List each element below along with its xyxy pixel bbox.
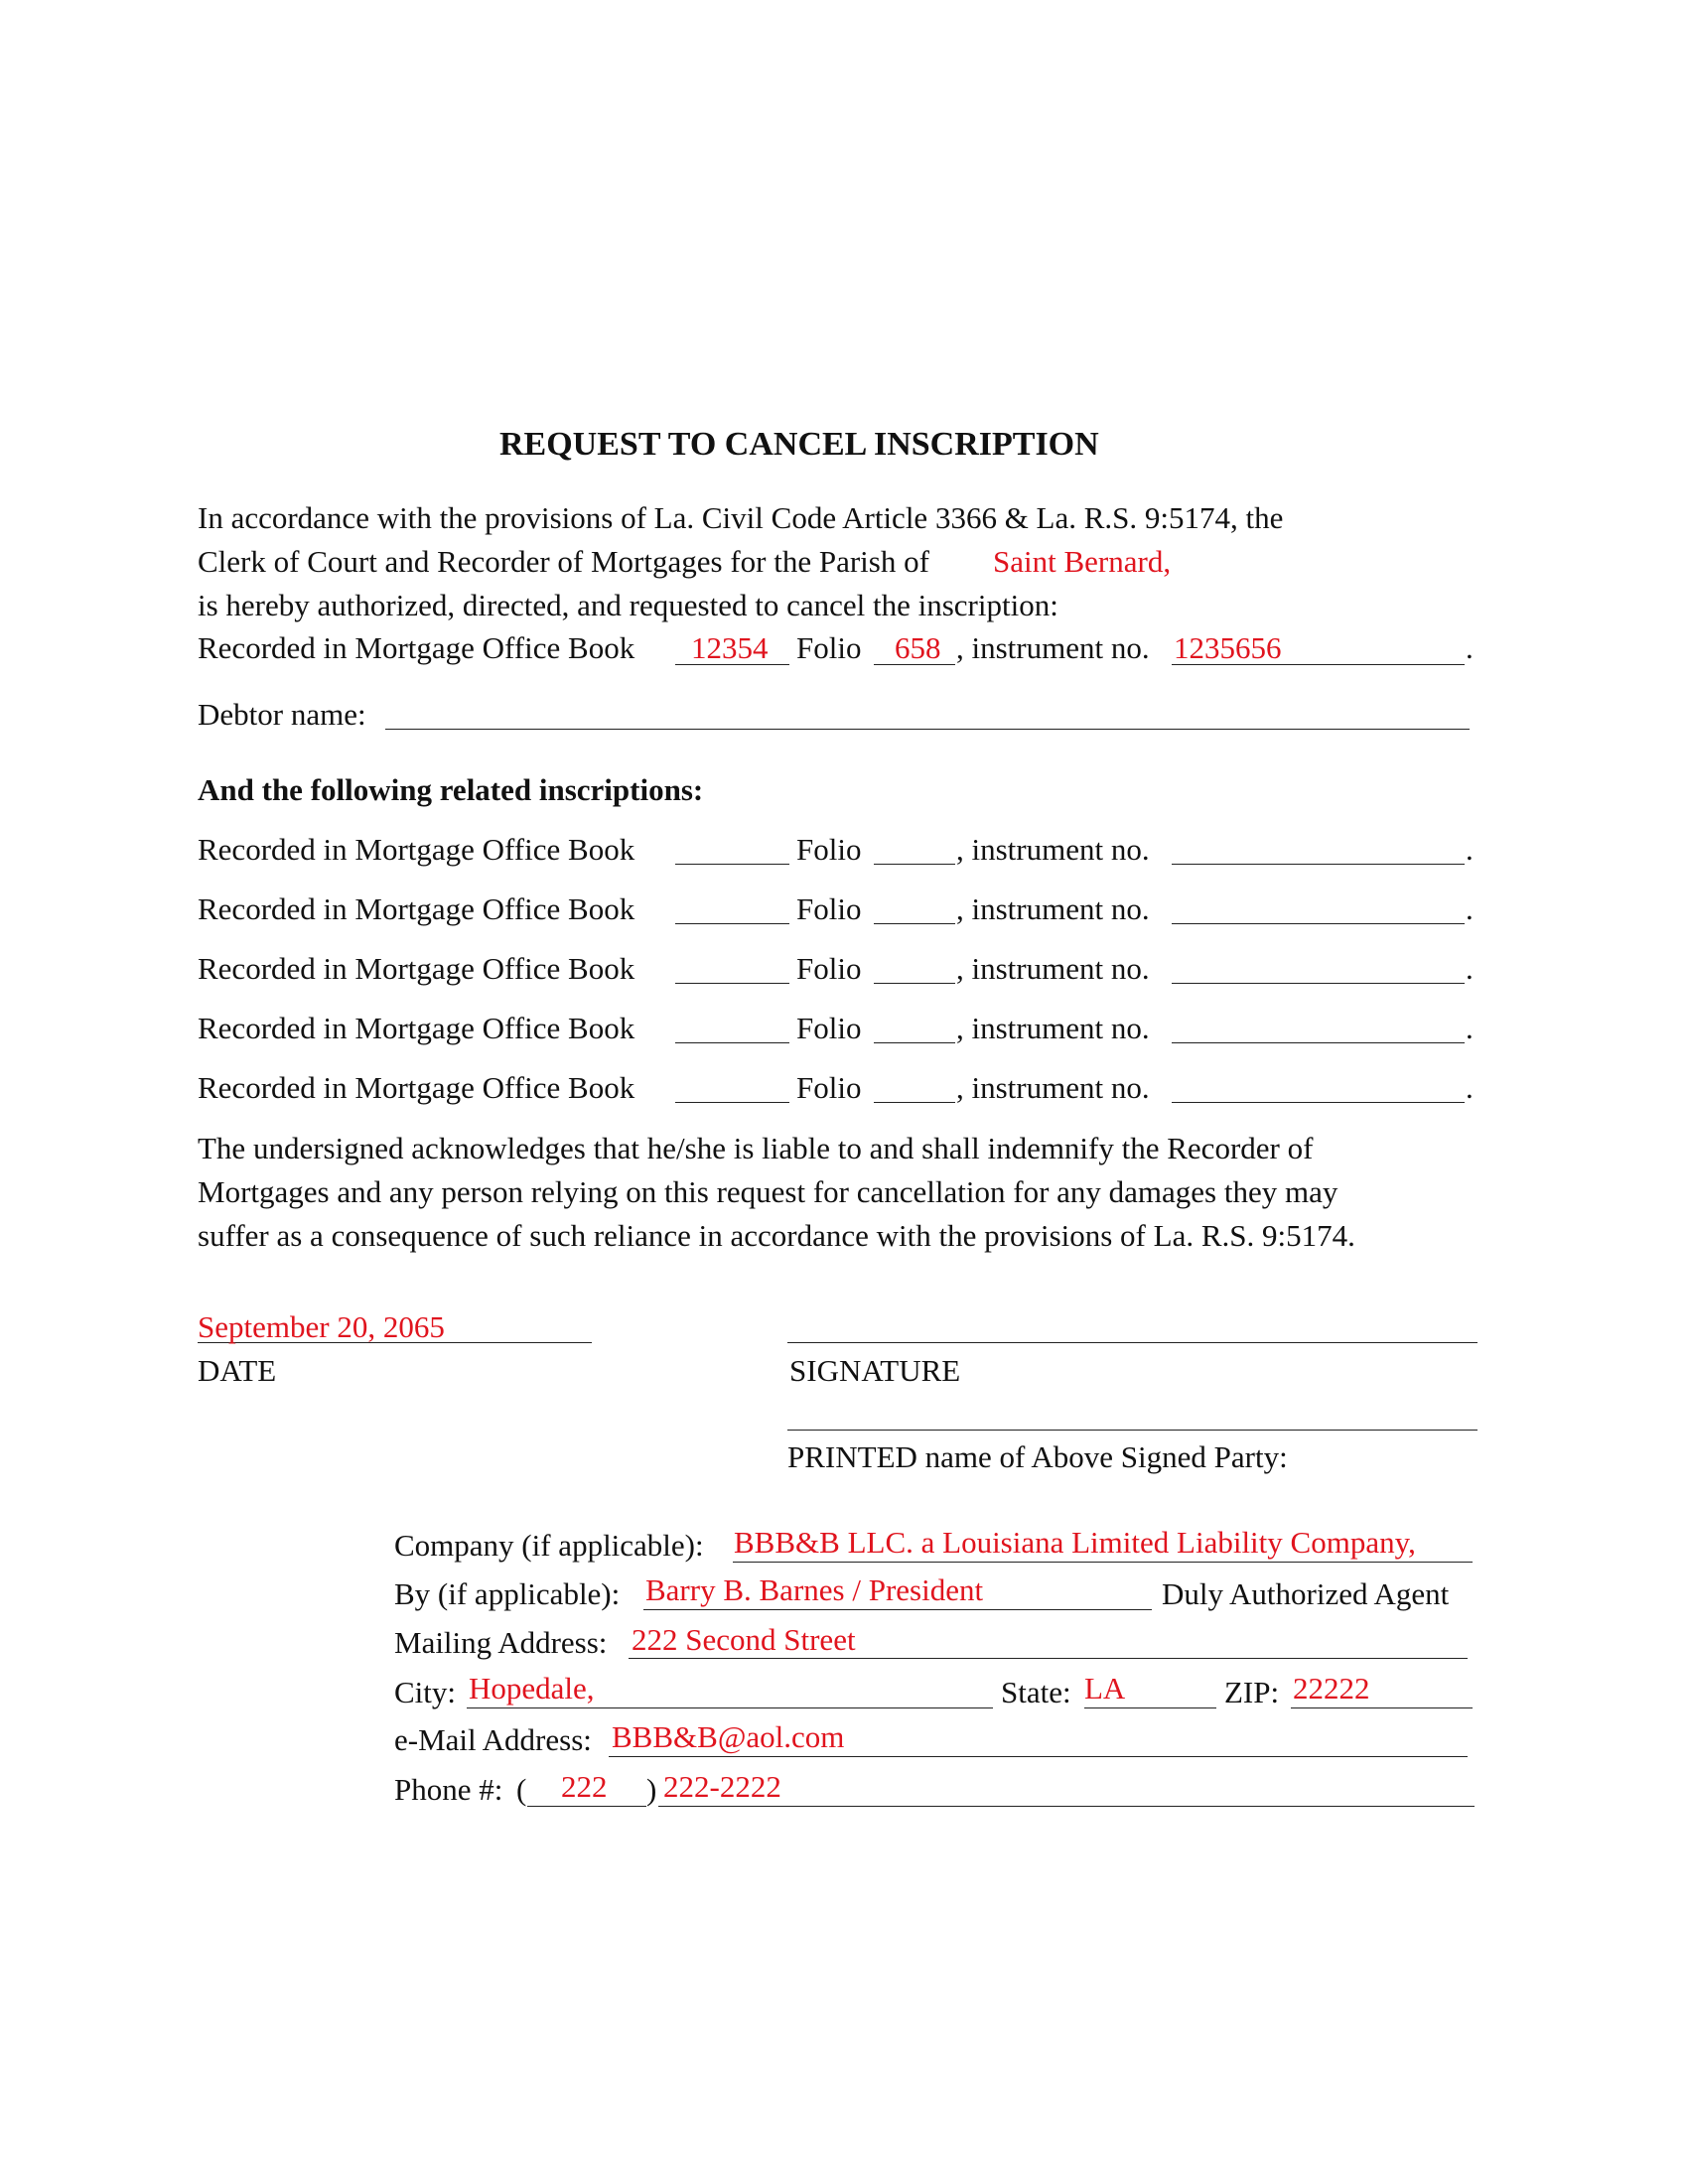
printed-name-field-line — [787, 1430, 1477, 1431]
related-folio-label: Folio — [796, 832, 862, 867]
related-folio-line — [874, 1042, 955, 1043]
folio-label: Folio — [796, 630, 862, 665]
related-folio-line — [874, 923, 955, 924]
zip-label: ZIP: — [1224, 1675, 1280, 1709]
state-field-line — [1084, 1707, 1216, 1708]
related-folio-line — [874, 1102, 955, 1103]
related-book-line — [675, 1042, 789, 1043]
by-field[interactable]: Barry B. Barnes / President — [645, 1572, 984, 1607]
zip-field[interactable]: 22222 — [1293, 1671, 1370, 1706]
acknowledgment-line-3: suffer as a consequence of such reliance in accordance with the provisions of La. R.S. 9:5174. — [198, 1218, 1355, 1253]
related-instrument-line — [1172, 1102, 1465, 1103]
intro-line-2: Clerk of Court and Recorder of Mortgages for the Parish of — [198, 544, 929, 579]
debtor-label: Debtor name: — [198, 697, 366, 732]
phone-paren-open: ( — [516, 1772, 527, 1807]
parish-field[interactable]: Saint Bernard, — [993, 544, 1172, 579]
related-book-line — [675, 923, 789, 924]
related-folio-line — [874, 864, 955, 865]
related-recorded-label: Recorded in Mortgage Office Book — [198, 951, 635, 986]
email-label: e-Mail Address: — [394, 1722, 592, 1757]
phone-label: Phone #: — [394, 1772, 503, 1807]
related-recorded-label: Recorded in Mortgage Office Book — [198, 832, 635, 867]
intro-line-1: In accordance with the provisions of La. Civil Code Article 3366 & La. R.S. 9:5174, the — [198, 500, 1284, 535]
related-folio-label: Folio — [796, 951, 862, 986]
related-instrument-line — [1172, 923, 1465, 924]
related-folio-label: Folio — [796, 1070, 862, 1105]
zip-field-line — [1291, 1707, 1473, 1708]
related-instrument-label: , instrument no. — [956, 1011, 1150, 1045]
phone-field-line — [658, 1806, 1475, 1807]
related-book-line — [675, 983, 789, 984]
period: . — [1466, 951, 1474, 986]
period: . — [1466, 1011, 1474, 1045]
state-field[interactable]: LA — [1084, 1671, 1126, 1706]
related-instrument-label: , instrument no. — [956, 1070, 1150, 1105]
related-folio-label: Folio — [796, 891, 862, 926]
state-label: State: — [1001, 1675, 1071, 1709]
printed-name-label: PRINTED name of Above Signed Party: — [787, 1439, 1288, 1474]
signature-label: SIGNATURE — [789, 1353, 961, 1388]
related-instrument-label: , instrument no. — [956, 832, 1150, 867]
city-field-line — [467, 1707, 993, 1708]
debtor-field-line — [385, 729, 1470, 730]
related-recorded-label: Recorded in Mortgage Office Book — [198, 1070, 635, 1105]
recorded-label: Recorded in Mortgage Office Book — [198, 630, 635, 665]
related-folio-label: Folio — [796, 1011, 862, 1045]
phone-paren-close: ) — [646, 1772, 657, 1807]
intro-line-3: is hereby authorized, directed, and requested to cancel the inscription: — [198, 588, 1058, 622]
related-instrument-line — [1172, 1042, 1465, 1043]
related-instrument-label: , instrument no. — [956, 891, 1150, 926]
email-field-line — [609, 1756, 1468, 1757]
related-recorded-label: Recorded in Mortgage Office Book — [198, 1011, 635, 1045]
period: . — [1466, 832, 1474, 867]
related-instrument-line — [1172, 864, 1465, 865]
duly-authorized-label: Duly Authorized Agent — [1162, 1576, 1450, 1611]
related-book-line — [675, 864, 789, 865]
mailing-label: Mailing Address: — [394, 1625, 608, 1660]
related-book-line — [675, 1102, 789, 1103]
area-code-field-line — [527, 1806, 646, 1807]
date-label: DATE — [198, 1353, 277, 1388]
company-field-line — [733, 1562, 1473, 1563]
instrument-field[interactable]: 1235656 — [1174, 630, 1282, 665]
city-field[interactable]: Hopedale, — [469, 1671, 595, 1706]
by-label: By (if applicable): — [394, 1576, 621, 1611]
period: . — [1466, 891, 1474, 926]
city-label: City: — [394, 1675, 457, 1709]
book-field[interactable]: 12354 — [691, 630, 769, 665]
instrument-label: , instrument no. — [956, 630, 1150, 665]
related-folio-line — [874, 983, 955, 984]
acknowledgment-line-2: Mortgages and any person relying on this request for cancellation for any damages they may — [198, 1174, 1338, 1209]
company-field[interactable]: BBB&B LLC. a Louisiana Limited Liability Company, — [734, 1525, 1416, 1560]
period: . — [1466, 630, 1474, 665]
period: . — [1466, 1070, 1474, 1105]
email-field[interactable]: BBB&B@aol.com — [612, 1719, 845, 1754]
related-heading: And the following related inscriptions: — [198, 772, 704, 807]
related-instrument-label: , instrument no. — [956, 951, 1150, 986]
related-recorded-label: Recorded in Mortgage Office Book — [198, 891, 635, 926]
page-title: REQUEST TO CANCEL INSCRIPTION — [499, 426, 1099, 463]
company-label: Company (if applicable): — [394, 1528, 704, 1563]
area-code-field[interactable]: 222 — [561, 1769, 608, 1804]
phone-field[interactable]: 222-2222 — [663, 1769, 781, 1804]
acknowledgment-line-1: The undersigned acknowledges that he/she is liable to and shall indemnify the Recorder of — [198, 1131, 1314, 1165]
mailing-field-line — [629, 1658, 1468, 1659]
related-instrument-line — [1172, 983, 1465, 984]
signature-field-line — [787, 1342, 1477, 1343]
folio-field[interactable]: 658 — [895, 630, 941, 665]
by-field-line — [643, 1609, 1152, 1610]
date-field[interactable]: September 20, 2065 — [198, 1309, 445, 1344]
mailing-field[interactable]: 222 Second Street — [632, 1622, 856, 1657]
